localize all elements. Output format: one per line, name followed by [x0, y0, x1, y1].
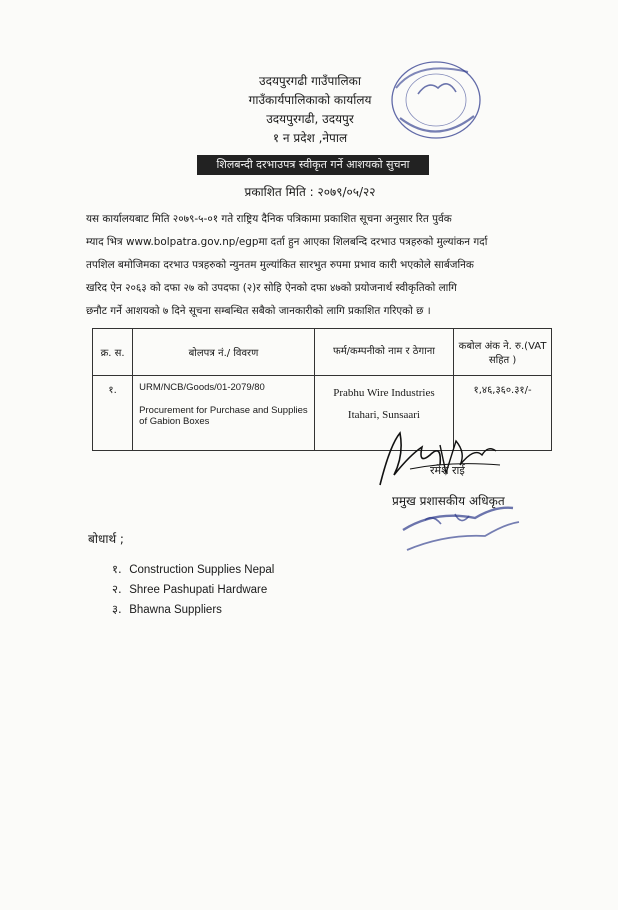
office-address: उदयपुरगढी, उदयपुर: [266, 112, 354, 126]
body-line: म्याद भित्र www.bolpatra.gov.np/egpमा दर्ता हुन आएका शिलबन्दि दरभाउ पत्रहरुको मुल्यांकन गर्दा: [86, 236, 488, 248]
signatory-name: रमेश राई: [430, 464, 465, 477]
cc-label: बोधार्थ ;: [88, 532, 124, 546]
list-item: २. Shree Pashupati Hardware: [112, 582, 268, 596]
handwritten-signature: [370, 425, 510, 495]
body-line: खरिद ऐन २०६३ को दफा २७ को उपदफा (२)र सोहि ऐनको दफा ४७को प्रयोजनार्थ स्वीकृतिको लागि: [86, 282, 457, 294]
firm-name: Prabhu Wire Industries: [333, 387, 435, 399]
col-header-amount: कबोल अंक ने. रु.(VAT सहित ): [454, 329, 552, 376]
notice-title-banner: शिलबन्दी दरभाउपत्र स्वीकृत गर्ने आशयको सुचना: [197, 155, 429, 175]
bid-reference: URM/NCB/Goods/01-2079/80: [139, 382, 265, 393]
body-line: छनौट गर्ने आशयको ७ दिने सूचना सम्बन्धित सबैको जानकारीको लागि प्रकाशित गरिएको छ ।: [86, 305, 431, 317]
cell-sn: १.: [93, 376, 133, 451]
cell-amount: १,४६,३६०.३१/-: [454, 376, 552, 451]
col-header-bid: बोलपत्र नं./ विवरण: [133, 329, 315, 376]
recipient-list: [112, 560, 274, 620]
signatory-title: प्रमुख प्रशासकीय अधिकृत: [392, 494, 505, 508]
firm-address: Itahari, Sunsaari: [347, 409, 420, 421]
office-province: १ न प्रदेश ,नेपाल: [272, 131, 348, 145]
body-line: तपशिल बमोजिमका दरभाउ पत्रहरुको न्युनतम मुल्यांकित सारभुत रुपमा प्रभाव कारी भएकोले सार्बजनिक: [86, 259, 474, 271]
cell-bid: [133, 376, 315, 451]
col-header-firm: फर्म/कम्पनीको नाम र ठेगाना: [314, 329, 453, 376]
official-stamp: [395, 500, 525, 560]
list-item: १. Construction Supplies Nepal: [112, 562, 275, 576]
col-header-sn: क्र. स.: [93, 329, 133, 376]
table-header-row: [93, 329, 552, 376]
bid-description: Procurement for Purchase and Supplies of Gabion Boxes: [139, 405, 308, 427]
office-subtitle: गाउँकार्यपालिकाको कार्यालय: [248, 93, 372, 107]
body-line: यस कार्यालयबाट मिति २०७९-५-०१ गते राष्ट्रिय दैनिक पत्रिकामा प्रकाशित सूचना अनुसार रित पुर्वक: [86, 213, 452, 225]
list-item: ३. Bhawna Suppliers: [112, 602, 222, 616]
notice-body: [86, 208, 551, 323]
published-date: प्रकाशित मिति : २०७९/०५/२२: [244, 185, 376, 199]
office-seal: [378, 58, 488, 148]
office-name: उदयपुरगढी गाउँपालिका: [259, 74, 361, 88]
